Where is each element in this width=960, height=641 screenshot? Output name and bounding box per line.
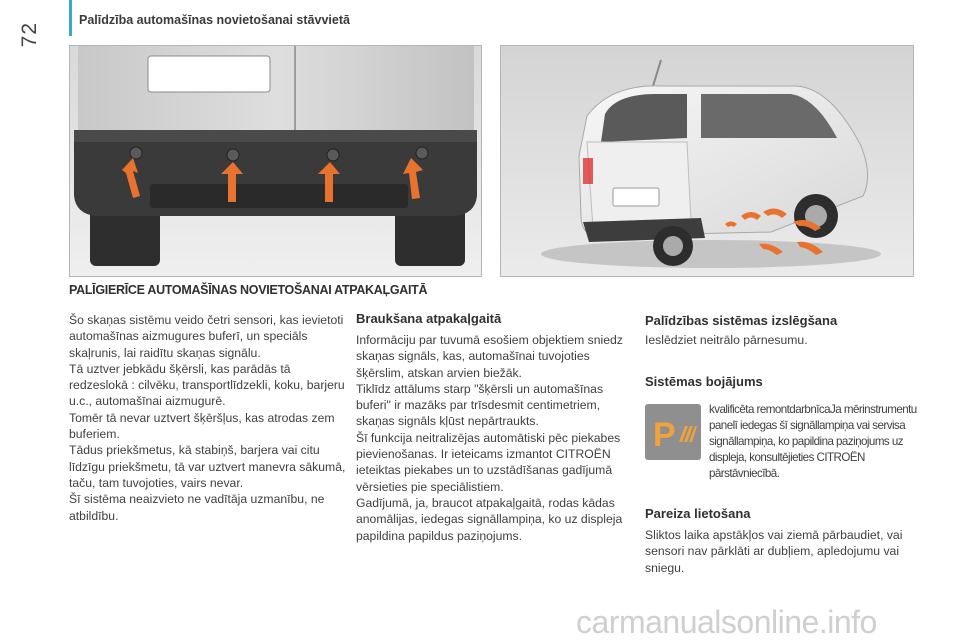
- page-number: 72: [18, 22, 41, 48]
- intro-paragraph: Tādus priekšmetus, kā stabiņš, barjera vai citu līdzīgu priekšmetu, tā var uztvert manevra sākumā, taču, tam tuvojoties, vairs nevar.: [69, 443, 346, 490]
- rear-bumper-sensors-image: [69, 45, 482, 277]
- svg-text:P: P: [653, 416, 676, 454]
- intro-paragraph: Šī sistēma neaizvieto ne vadītāja uzmanību, ne atbildību.: [69, 492, 325, 523]
- park-assist-warning-icon: [645, 404, 701, 460]
- disable-heading: Palīdzības sistēmas izslēgšana: [645, 313, 838, 328]
- reverse-driving-heading: Braukšana atpakaļgaitā: [356, 311, 502, 326]
- intro-paragraph: Šo skaņas sistēmu veido četri sensori, kas ievietoti automašīnas aizmugures buferī, un speciāls skaļrunis, lai raidītu skaņas signālu.: [69, 313, 344, 360]
- intro-column: [69, 312, 347, 524]
- reverse-paragraph: Gadījumā, ja, braucot atpakaļgaitā, rodas kādas anomālijas, iedegas signāllampiņa, ko uz displeja papildina papildus paziņojums.: [356, 495, 623, 543]
- fault-heading: Sistēmas bojājums: [645, 374, 763, 389]
- reverse-paragraph: Tiklīdz attālums starp "šķērsli un automašīnas buferi" ir mazāks par trīsdesmit centimetriem, skaņas signāls kļūst nepārtraukts.: [356, 381, 604, 429]
- fault-text: kvalificēta remontdarbnīcaJa mērinstrumentu panelī iedegas šī signāllampiņa vai servisa signāllampiņa, ko papildina paziņojums uz displeja, konsultējieties CITROËN pārstāvniecībā.: [709, 403, 917, 481]
- intro-paragraph: Tā uztver jebkādu šķērsli, kas parādās tā redzeslokā : cilvēku, transportlīdzekli, koku, barjeru u.c., automašīnai aizmugurē.: [69, 361, 345, 409]
- watermark: carmanualsonline.info: [576, 604, 877, 640]
- intro-paragraph: Tomēr tā nevar uztvert šķēršļus, kas atrodas zem buferiem.: [69, 410, 335, 442]
- disable-text: Ieslēdziet neitrālo pārnesumu.: [645, 333, 808, 347]
- correct-use-text: Sliktos laika apstākļos vai ziemā pārbaudiet, vai sensori nav pārklāti ar dubļiem, apledojumu vai sniegu.: [645, 528, 903, 575]
- section-title: PALĪGIERĪCE AUTOMAŠĪNAS NOVIETOŠANAI ATPAKAĻGAITĀ: [69, 283, 428, 297]
- reverse-driving-column: [356, 332, 631, 544]
- header-accent-bar: [69, 0, 72, 36]
- header-title: Palīdzība automašīnas novietošanai stāvvietā: [79, 13, 350, 27]
- van-sensor-waves-image: [500, 45, 914, 277]
- reverse-paragraph: Šī funkcija neitralizējas automātiski pēc piekabes pievienošanas. Ir ieteicams izmantot CITROËN ieteiktas piekabes un to uzstādīšanas gadījumā vērsieties pie speciālistiem.: [356, 430, 621, 494]
- correct-use-heading: Pareiza lietošana: [645, 506, 751, 521]
- reverse-paragraph: Informāciju par tuvumā esošiem objektiem sniedz skaņas signāls, kas, automašīnai tuvojoties šķērslim, atskan arvien biežāk.: [356, 333, 623, 380]
